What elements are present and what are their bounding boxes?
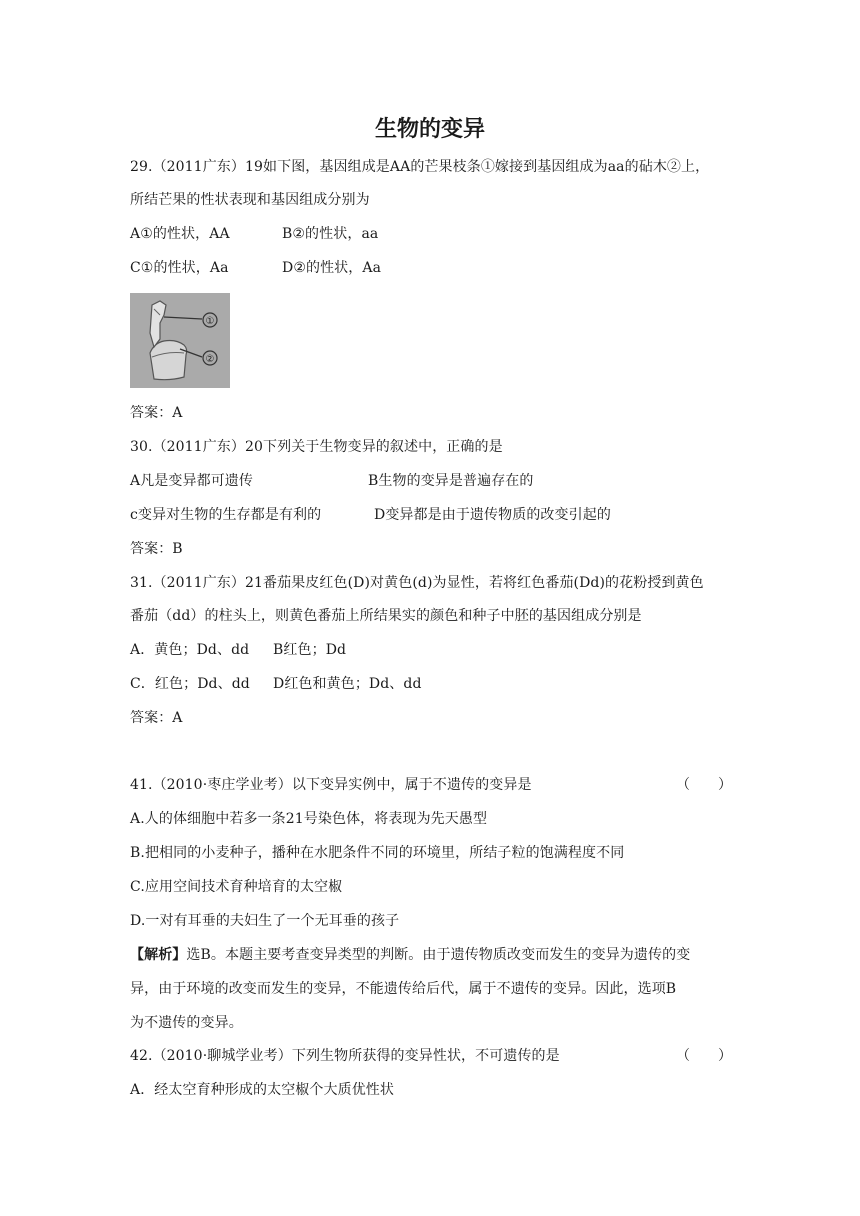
page-title: 生物的变异 — [374, 117, 485, 142]
question-29-stem-line2: 所结芒果的性状表现和基因组成分别为 — [130, 192, 370, 208]
question-31-answer: 答案：A — [130, 710, 183, 726]
figure-label-1: ① — [205, 316, 215, 327]
question-41-stem: 41.（2010·枣庄学业考）以下变异实例中，属于不遗传的变异是 — [130, 777, 532, 793]
question-29-option-d: D②的性状，Aa — [282, 260, 382, 276]
question-31-stem-line1: 31.（2011广东）21番茄果皮红色(D)对黄色(d)为显性，若将红色番茄(Dd)的花粉授到黄色 — [130, 575, 704, 591]
question-41-option-b: B.把相同的小麦种子，播种在水肥条件不同的环境里，所结子粒的饱满程度不同 — [130, 845, 625, 861]
question-29-option-a: A①的性状，AA — [130, 226, 230, 242]
question-29-stem-line1: 29.（2011广东）19如下图，基因组成是AA的芒果枝条①嫁接到基因组成为aa的砧木②上， — [130, 159, 710, 175]
question-41-analysis-line2: 异，由于环境的改变而发生的变异，不能遗传给后代，属于不遗传的变异。因此，选项B — [130, 981, 677, 997]
question-41-option-c: C.应用空间技术育种培育的太空椒 — [130, 879, 343, 895]
question-41-option-a: A.人的体细胞中若多一条21号染色体，将表现为先天愚型 — [130, 811, 488, 827]
question-41-option-d: D.一对有耳垂的夫妇生了一个无耳垂的孩子 — [130, 913, 400, 929]
question-29-option-b: B②的性状，aa — [282, 226, 379, 242]
question-31-option-b: B红色；Dd — [273, 642, 347, 658]
analysis-tag: 【解析】 — [130, 947, 187, 963]
question-30-option-b: B生物的变异是普遍存在的 — [368, 473, 534, 489]
question-41-analysis-line1 — [130, 945, 690, 965]
question-41-answer-blank: （ ） — [676, 777, 732, 793]
figure-label-2: ② — [205, 354, 215, 365]
question-30-answer: 答案：B — [130, 541, 183, 557]
question-31-stem-line2: 番茄（dd）的柱头上，则黄色番茄上所结果实的颜色和种子中胚的基因组成分别是 — [130, 608, 642, 624]
question-42-option-a: A．经太空育种形成的太空椒个大质优性状 — [130, 1082, 395, 1098]
question-29-option-c: C①的性状，Aa — [130, 260, 229, 276]
question-42-answer-blank: （ ） — [676, 1048, 732, 1064]
question-31-option-d: D红色和黄色；Dd、dd — [273, 676, 422, 692]
question-30-stem: 30.（2011广东）20下列关于生物变异的叙述中，正确的是 — [130, 439, 503, 455]
grafting-figure — [130, 293, 230, 388]
question-42-stem: 42.（2010·聊城学业考）下列生物所获得的变异性状，不可遗传的是 — [130, 1048, 560, 1064]
question-41-analysis-line3: 为不遗传的变异。 — [130, 1015, 243, 1031]
question-29-answer: 答案：A — [130, 405, 183, 421]
question-30-option-d: D变异都是由于遗传物质的改变引起的 — [374, 507, 611, 523]
question-30-option-a: A凡是变异都可遗传 — [130, 473, 254, 489]
analysis-text: 选B。本题主要考查变异类型的判断。由于遗传物质改变而发生的变异为遗传的变 — [186, 947, 691, 963]
question-30-option-c: c变异对生物的生存都是有利的 — [130, 507, 322, 523]
question-31-option-c: C．红色；Dd、dd — [130, 676, 250, 692]
question-31-option-a: A．黄色；Dd、dd — [130, 642, 250, 658]
